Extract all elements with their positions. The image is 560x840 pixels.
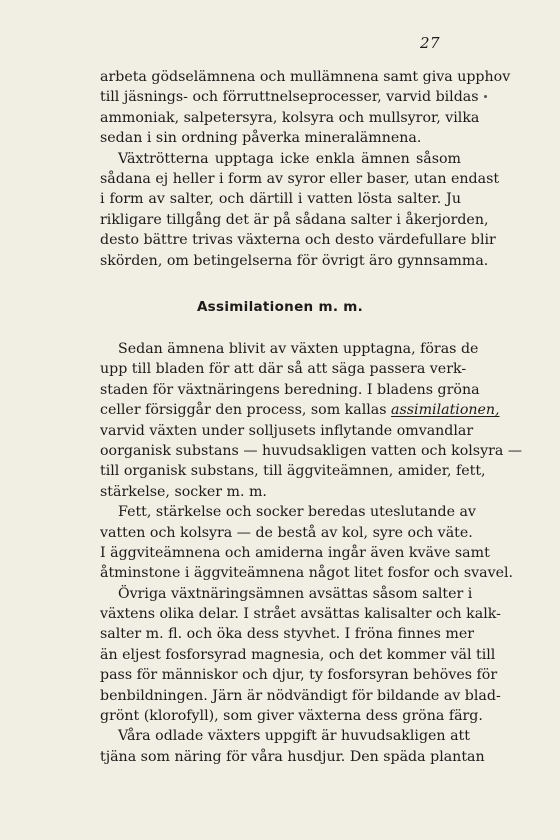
text-line: [100, 686, 501, 706]
text-line: [100, 482, 461, 502]
text-line-content: Fett, stärkelse och socker beredas uteslutande av: [118, 504, 476, 521]
text-line: [100, 726, 470, 746]
text-line-content: grönt (klorofyll), som giver växterna dess gröna färg.: [100, 708, 483, 725]
text-line: [100, 604, 501, 624]
text-line-content: benbildningen. Järn är nödvändigt för bildande av blad-: [100, 687, 501, 704]
text-line-content: desto bättre trivas växterna och desto värdefullare blir: [100, 232, 496, 249]
text-line: [100, 251, 489, 271]
text-line: [100, 189, 461, 209]
text-line-content: salter m. fl. och öka dess styvhet. I fröna finnes mer: [100, 626, 475, 643]
text-line: [100, 400, 500, 420]
text-line-content: Övriga växtnäringsämnen avsättas såsom salter i: [118, 585, 473, 602]
text-line: [100, 380, 480, 400]
text-line: [100, 359, 467, 379]
text-line: [100, 706, 483, 726]
text-line-content: arbeta gödselämnena och mullämnena samt giva upphov: [100, 69, 511, 85]
text-line: [100, 128, 461, 148]
text-line: [100, 169, 500, 189]
text-line: [100, 543, 490, 563]
text-line-content: pass för människor och djur, ty fosforsyran behöves för: [100, 667, 498, 684]
paragraph-block-bottom: [100, 339, 523, 767]
text-line-content: celler försiggår den process, som kallas: [100, 402, 392, 419]
text-line: [100, 502, 476, 522]
text-line: [100, 624, 475, 644]
text-line: [100, 210, 489, 230]
print-speck: [484, 95, 487, 98]
text-line-content: oorganisk substans — huvudsakligen vatten och kolsyra —: [100, 442, 523, 459]
emphasized-term: assimilationen,: [391, 402, 500, 419]
text-line-content: till organisk substans, till äggviteämnen, amider, fett,: [100, 463, 486, 480]
section-heading: Assimilationen m. m.: [196, 299, 364, 315]
text-line-content: växtens olika delar. I strået avsättas kalisalter och kalk-: [100, 606, 501, 623]
text-line-content: stärkelse, socker m. m.: [100, 483, 267, 500]
text-line-content: ammoniak, salpetersyra, kolsyra och mullsyror, vilka: [100, 109, 480, 126]
text-line: [100, 461, 486, 481]
text-line: [100, 563, 514, 583]
text-line-content: sedan i sin ordning påverka mineralämnena.: [100, 130, 422, 147]
text-line: [100, 584, 473, 604]
text-line-content: tjäna som näring för våra husdjur. Den späda plantan: [100, 748, 485, 765]
paragraph-block-top: [100, 67, 511, 271]
text-line: [100, 421, 474, 441]
page-number: 27: [420, 34, 441, 52]
text-line: [100, 67, 511, 87]
text-line: [100, 108, 480, 128]
text-line-content: upp till bladen för att där så att säga passera verk-: [100, 361, 467, 378]
text-line-content: till jäsnings- och förruttnelseprocesser, varvid bildas: [100, 89, 479, 106]
text-line-content: Växtrötterna upptaga icke enkla ämnen såsom: [118, 150, 461, 167]
text-line: [100, 339, 479, 359]
text-line-content: än eljest fosforsyrad magnesia, och det kommer väl till: [100, 646, 496, 663]
text-line-content: I äggviteämnena och amiderna ingår även kväve samt: [100, 544, 490, 561]
text-line: [100, 230, 496, 250]
text-line-content: rikligare tillgång det är på sådana salter i åkerjorden,: [100, 211, 489, 228]
text-line: [100, 645, 496, 665]
text-line: [100, 523, 473, 543]
text-line-content: Våra odlade växters uppgift är huvudsakligen att: [118, 728, 470, 745]
text-line-content: åtminstone i äggviteämnena något litet fosfor och svavel.: [100, 565, 514, 582]
text-line-content: vatten och kolsyra — de bestå av kol, syre och väte.: [100, 524, 473, 541]
text-line-content: staden för växtnäringens beredning. I bladens gröna: [100, 381, 480, 398]
text-line-content: sådana ej heller i form av syror eller baser, utan endast: [100, 170, 500, 187]
text-line: [100, 665, 498, 685]
text-line: [100, 87, 479, 107]
text-line-content: skörden, om betingelserna för övrigt äro gynnsamma.: [100, 252, 489, 269]
text-line-content: Sedan ämnena blivit av växten upptagna, föras de: [118, 341, 479, 357]
text-line-content: i form av salter, och därtill i vatten lösta salter. Ju: [100, 191, 461, 208]
text-line: [100, 149, 461, 169]
text-line-content: varvid växten under solljusets inflytande omvandlar: [100, 422, 474, 439]
text-line: [100, 747, 485, 767]
text-line: [100, 441, 523, 461]
